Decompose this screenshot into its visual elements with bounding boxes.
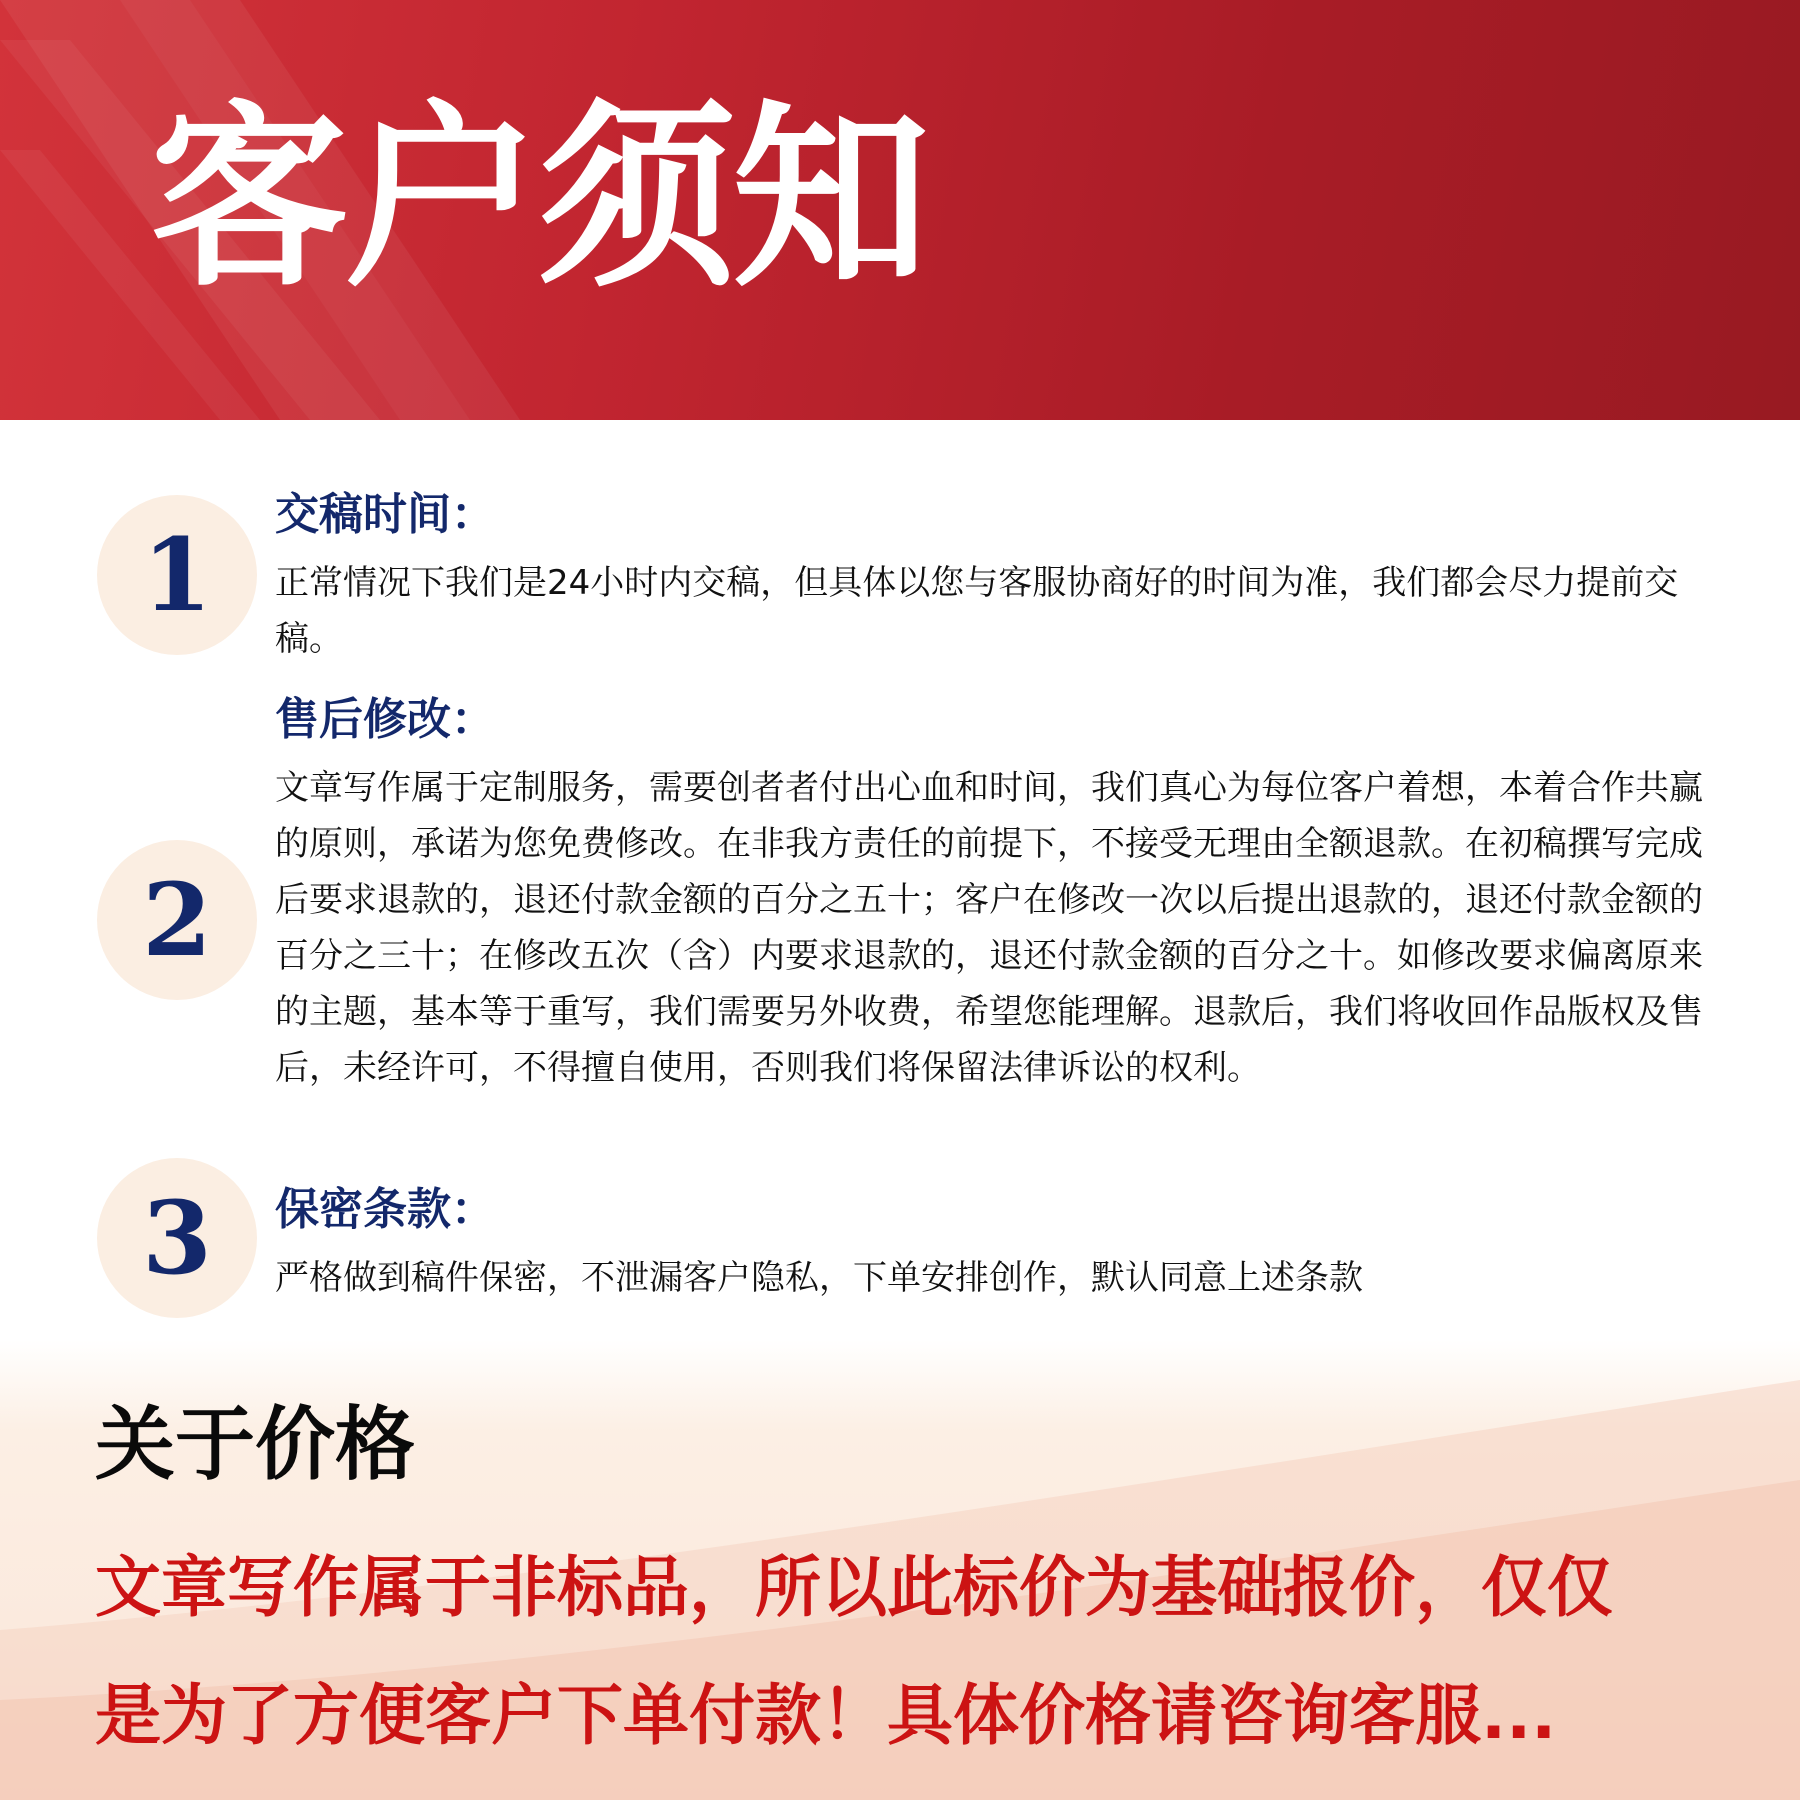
section-heading: 售后修改： [275,694,495,745]
section-body: 严格做到稿件保密，不泄漏客户隐私，下单安排创作，默认同意上述条款 [275,1257,1363,1298]
number-badge-label: 1 [142,516,212,634]
section-delivery-time [275,490,1715,667]
page-title: 客户须知 [150,83,926,314]
section-body: 正常情况下我们是24小时内交稿，但具体以您与客服协商好的时间为准，我们都会尽力提前交稿。 [275,562,1679,659]
section-body: 文章写作属于定制服务，需要创者者付出心血和时间，我们真心为每位客户着想，本着合作共赢的原则，承诺为您免费修改。在非我方责任的前提下，不接受无理由全额退款。在初稿撰写完成后要求退款的，退还付款金额的百分之五十；客户在修改一次以后提出退款的，退还付款金额的百分之三十；在修改五次（含）内要求退款的，退还付款金额的百分之十。如修改要求偏离原来的主题，基本等于重写，我们需要另外收费，希望您能理解。退款后，我们将收回作品版权及售后，未经许可，不得擅自使用，否则我们将保留法律诉讼的权利。 [275,767,1703,1088]
section-heading: 保密条款： [275,1184,495,1235]
pricing-line-1: 文章写作属于非标品，所以此标价为基础报价，仅仅 [95,1549,1613,1626]
section-after-sales [275,695,1715,1096]
pricing-heading: 关于价格 [95,1398,415,1491]
number-badge-label: 3 [142,1179,212,1297]
number-badge-3 [97,1158,257,1318]
section-confidentiality [275,1185,1715,1306]
pricing-line-2: 是为了方便客户下单付款！具体价格请咨询客服... [95,1677,1557,1754]
header-banner [0,0,1800,420]
number-badge-label: 2 [142,861,212,979]
number-badge-2 [97,840,257,1000]
number-badge-1 [97,495,257,655]
section-heading: 交稿时间： [275,489,495,540]
